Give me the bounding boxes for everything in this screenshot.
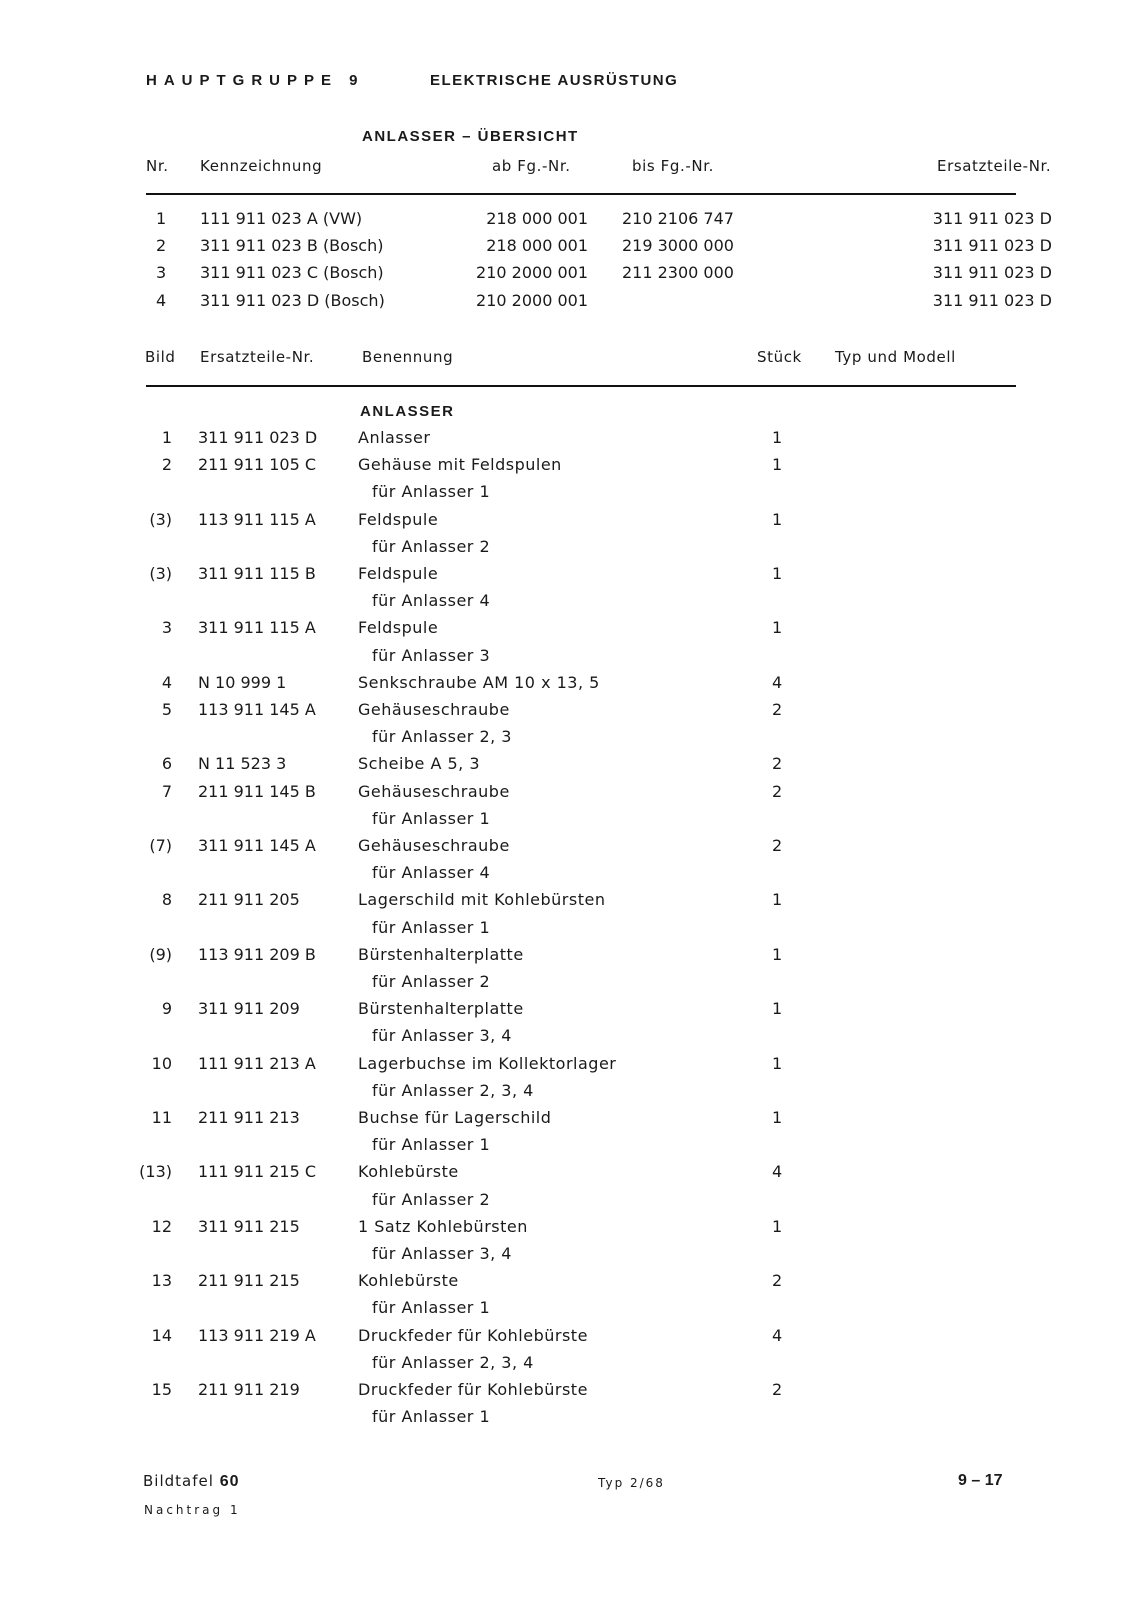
overview-cell-nr: 4 xyxy=(156,291,167,310)
part-name: Lagerbuchse im Kollektorlager xyxy=(358,1053,617,1073)
part-qty: 4 xyxy=(772,1325,783,1345)
part-bild: 1 xyxy=(161,428,172,447)
part-number: 111 911 213 A xyxy=(198,1053,316,1073)
part-bild: 6 xyxy=(161,754,172,774)
overview-cell-kennzeichnung: 311 911 023 B (Bosch) xyxy=(200,236,384,255)
part-bild: 7 xyxy=(161,781,172,801)
part-number: 113 911 219 A xyxy=(198,1325,316,1345)
part-applicability: für Anlasser 3, 4 xyxy=(372,1026,512,1046)
parts-divider xyxy=(146,385,1016,387)
part-bild: 12 xyxy=(151,1216,172,1236)
part-name: Gehäuseschraube xyxy=(358,700,510,719)
part-number: 311 911 209 xyxy=(198,999,300,1019)
part-number: 311 911 215 xyxy=(198,1216,300,1236)
part-applicability: für Anlasser 2, 3, 4 xyxy=(372,1352,534,1372)
section-title: ANLASSER xyxy=(360,403,455,420)
part-name: Senkschraube AM 10 x 13, 5 xyxy=(358,672,600,692)
part-name: Lagerschild mit Kohlebürsten xyxy=(358,890,606,910)
part-bild: 4 xyxy=(161,672,172,692)
part-bild: (13) xyxy=(139,1162,172,1182)
part-bild: 8 xyxy=(161,890,172,910)
overview-title: ANLASSER – ÜBERSICHT xyxy=(362,128,579,145)
overview-cell-ersatz: 311 911 023 D xyxy=(932,236,1052,255)
part-name: Scheibe A 5, 3 xyxy=(358,754,481,774)
part-name: Feldspule xyxy=(358,618,439,638)
part-applicability: für Anlasser 1 xyxy=(372,482,491,502)
part-number: 311 911 023 D xyxy=(198,428,318,447)
overview-cell-ab: 210 2000 001 xyxy=(476,263,588,282)
col-bis: bis Fg.-Nr. xyxy=(632,157,714,175)
group-title: ELEKTRISCHE AUSRÜSTUNG xyxy=(430,72,679,89)
part-number: 211 911 205 xyxy=(198,890,300,910)
part-qty: 1 xyxy=(772,428,783,447)
part-number: N 10 999 1 xyxy=(198,672,287,692)
part-name: Feldspule xyxy=(358,564,439,583)
part-bild: (3) xyxy=(149,509,172,529)
bildtafel-label: Bildtafel xyxy=(143,1472,214,1490)
part-qty: 2 xyxy=(772,754,783,774)
part-bild: 10 xyxy=(151,1053,172,1073)
overview-cell-ersatz: 311 911 023 D xyxy=(932,291,1052,310)
part-number: 311 911 115 A xyxy=(198,618,316,638)
overview-cell-bis: 211 2300 000 xyxy=(622,263,734,282)
part-qty: 1 xyxy=(772,509,783,529)
col-stueck: Stück xyxy=(757,348,802,366)
col-ersatz: Ersatzteile-Nr. xyxy=(937,157,1052,175)
part-qty: 1 xyxy=(772,944,783,964)
part-applicability: für Anlasser 1 xyxy=(372,917,491,937)
part-qty: 2 xyxy=(772,1380,783,1399)
part-bild: (7) xyxy=(149,836,172,855)
page-number: 9 – 17 xyxy=(958,1472,1003,1489)
overview-cell-nr: 2 xyxy=(156,236,167,255)
overview-divider xyxy=(146,193,1016,195)
part-number: 211 911 145 B xyxy=(198,781,316,801)
part-number: 311 911 115 B xyxy=(198,564,316,583)
part-applicability: für Anlasser 4 xyxy=(372,591,491,611)
typ-label: Typ 2/68 xyxy=(598,1476,665,1490)
part-name: Gehäuseschraube xyxy=(358,781,510,801)
part-qty: 1 xyxy=(772,1053,783,1073)
col-nr: Nr. xyxy=(146,157,169,175)
part-number: 211 911 215 xyxy=(198,1271,300,1291)
part-bild: (3) xyxy=(149,564,172,583)
part-bild: 3 xyxy=(161,618,172,638)
part-applicability: für Anlasser 1 xyxy=(372,1407,491,1427)
part-number: 111 911 215 C xyxy=(198,1162,317,1182)
part-name: Anlasser xyxy=(358,428,431,447)
overview-cell-ab: 218 000 001 xyxy=(486,209,588,228)
part-bild: (9) xyxy=(149,944,172,964)
part-qty: 2 xyxy=(772,836,783,855)
part-name: Buchse für Lagerschild xyxy=(358,1108,552,1127)
part-applicability: für Anlasser 2 xyxy=(372,1189,491,1209)
part-applicability: für Anlasser 2 xyxy=(372,972,491,991)
part-applicability: für Anlasser 4 xyxy=(372,863,491,883)
part-qty: 2 xyxy=(772,700,783,719)
part-applicability: für Anlasser 1 xyxy=(372,1298,491,1318)
part-qty: 1 xyxy=(772,890,783,910)
col-ersatzteile-nr: Ersatzteile-Nr. xyxy=(200,348,315,366)
nachtrag: Nachtrag 1 xyxy=(144,1503,241,1517)
part-applicability: für Anlasser 2, 3 xyxy=(372,727,512,747)
part-name: Druckfeder für Kohlebürste xyxy=(358,1325,588,1345)
overview-cell-bis: 210 2106 747 xyxy=(622,209,734,228)
part-bild: 15 xyxy=(151,1380,172,1399)
overview-cell-ersatz: 311 911 023 D xyxy=(932,209,1052,228)
part-applicability: für Anlasser 2, 3, 4 xyxy=(372,1080,534,1100)
part-qty: 1 xyxy=(772,1216,783,1236)
part-qty: 1 xyxy=(772,455,783,475)
part-name: Bürstenhalterplatte xyxy=(358,944,524,964)
part-name: Kohlebürste xyxy=(358,1162,459,1182)
part-bild: 14 xyxy=(151,1325,172,1345)
overview-cell-kennzeichnung: 111 911 023 A (VW) xyxy=(200,209,363,228)
part-qty: 1 xyxy=(772,618,783,638)
part-applicability: für Anlasser 3 xyxy=(372,645,491,665)
bildtafel xyxy=(143,1472,239,1491)
part-applicability: für Anlasser 1 xyxy=(372,1135,491,1155)
group-heading: HAUPTGRUPPE 9 xyxy=(146,72,365,89)
part-number: 311 911 145 A xyxy=(198,836,316,855)
part-name: Gehäuse mit Feldspulen xyxy=(358,455,562,475)
part-qty: 1 xyxy=(772,564,783,583)
part-bild: 13 xyxy=(151,1271,172,1291)
part-number: N 11 523 3 xyxy=(198,754,287,774)
part-number: 211 911 219 xyxy=(198,1380,300,1399)
bildtafel-number: 60 xyxy=(219,1473,240,1490)
col-ab: ab Fg.-Nr. xyxy=(492,157,571,175)
overview-cell-nr: 1 xyxy=(156,209,167,228)
part-qty: 4 xyxy=(772,1162,783,1182)
col-bild: Bild xyxy=(145,348,176,366)
part-bild: 11 xyxy=(151,1108,172,1127)
part-qty: 2 xyxy=(772,781,783,801)
part-bild: 9 xyxy=(161,999,172,1019)
overview-cell-kennzeichnung: 311 911 023 D (Bosch) xyxy=(200,291,385,310)
col-kennzeichnung: Kennzeichnung xyxy=(200,157,323,175)
col-typ-modell: Typ und Modell xyxy=(835,348,956,366)
overview-cell-ab: 210 2000 001 xyxy=(476,291,588,310)
part-number: 113 911 145 A xyxy=(198,700,316,719)
part-number: 113 911 115 A xyxy=(198,509,316,529)
part-qty: 1 xyxy=(772,1108,783,1127)
part-name: Bürstenhalterplatte xyxy=(358,999,524,1019)
overview-cell-nr: 3 xyxy=(156,263,167,282)
part-number: 113 911 209 B xyxy=(198,944,316,964)
part-name: Gehäuseschraube xyxy=(358,836,510,855)
overview-cell-kennzeichnung: 311 911 023 C (Bosch) xyxy=(200,263,384,282)
part-bild: 5 xyxy=(161,700,172,719)
part-qty: 1 xyxy=(772,999,783,1019)
part-bild: 2 xyxy=(161,455,172,475)
part-name: Kohlebürste xyxy=(358,1271,459,1291)
part-name: Feldspule xyxy=(358,509,439,529)
overview-cell-ersatz: 311 911 023 D xyxy=(932,263,1052,282)
overview-cell-bis: 219 3000 000 xyxy=(622,236,734,255)
part-qty: 2 xyxy=(772,1271,783,1291)
part-applicability: für Anlasser 2 xyxy=(372,536,491,556)
overview-cell-ab: 218 000 001 xyxy=(486,236,588,255)
part-number: 211 911 213 xyxy=(198,1108,300,1127)
col-benennung: Benennung xyxy=(362,348,454,366)
part-applicability: für Anlasser 1 xyxy=(372,808,491,828)
part-name: 1 Satz Kohlebürsten xyxy=(358,1216,528,1236)
part-number: 211 911 105 C xyxy=(198,455,317,475)
part-qty: 4 xyxy=(772,672,783,692)
part-name: Druckfeder für Kohlebürste xyxy=(358,1380,588,1399)
part-applicability: für Anlasser 3, 4 xyxy=(372,1244,512,1263)
